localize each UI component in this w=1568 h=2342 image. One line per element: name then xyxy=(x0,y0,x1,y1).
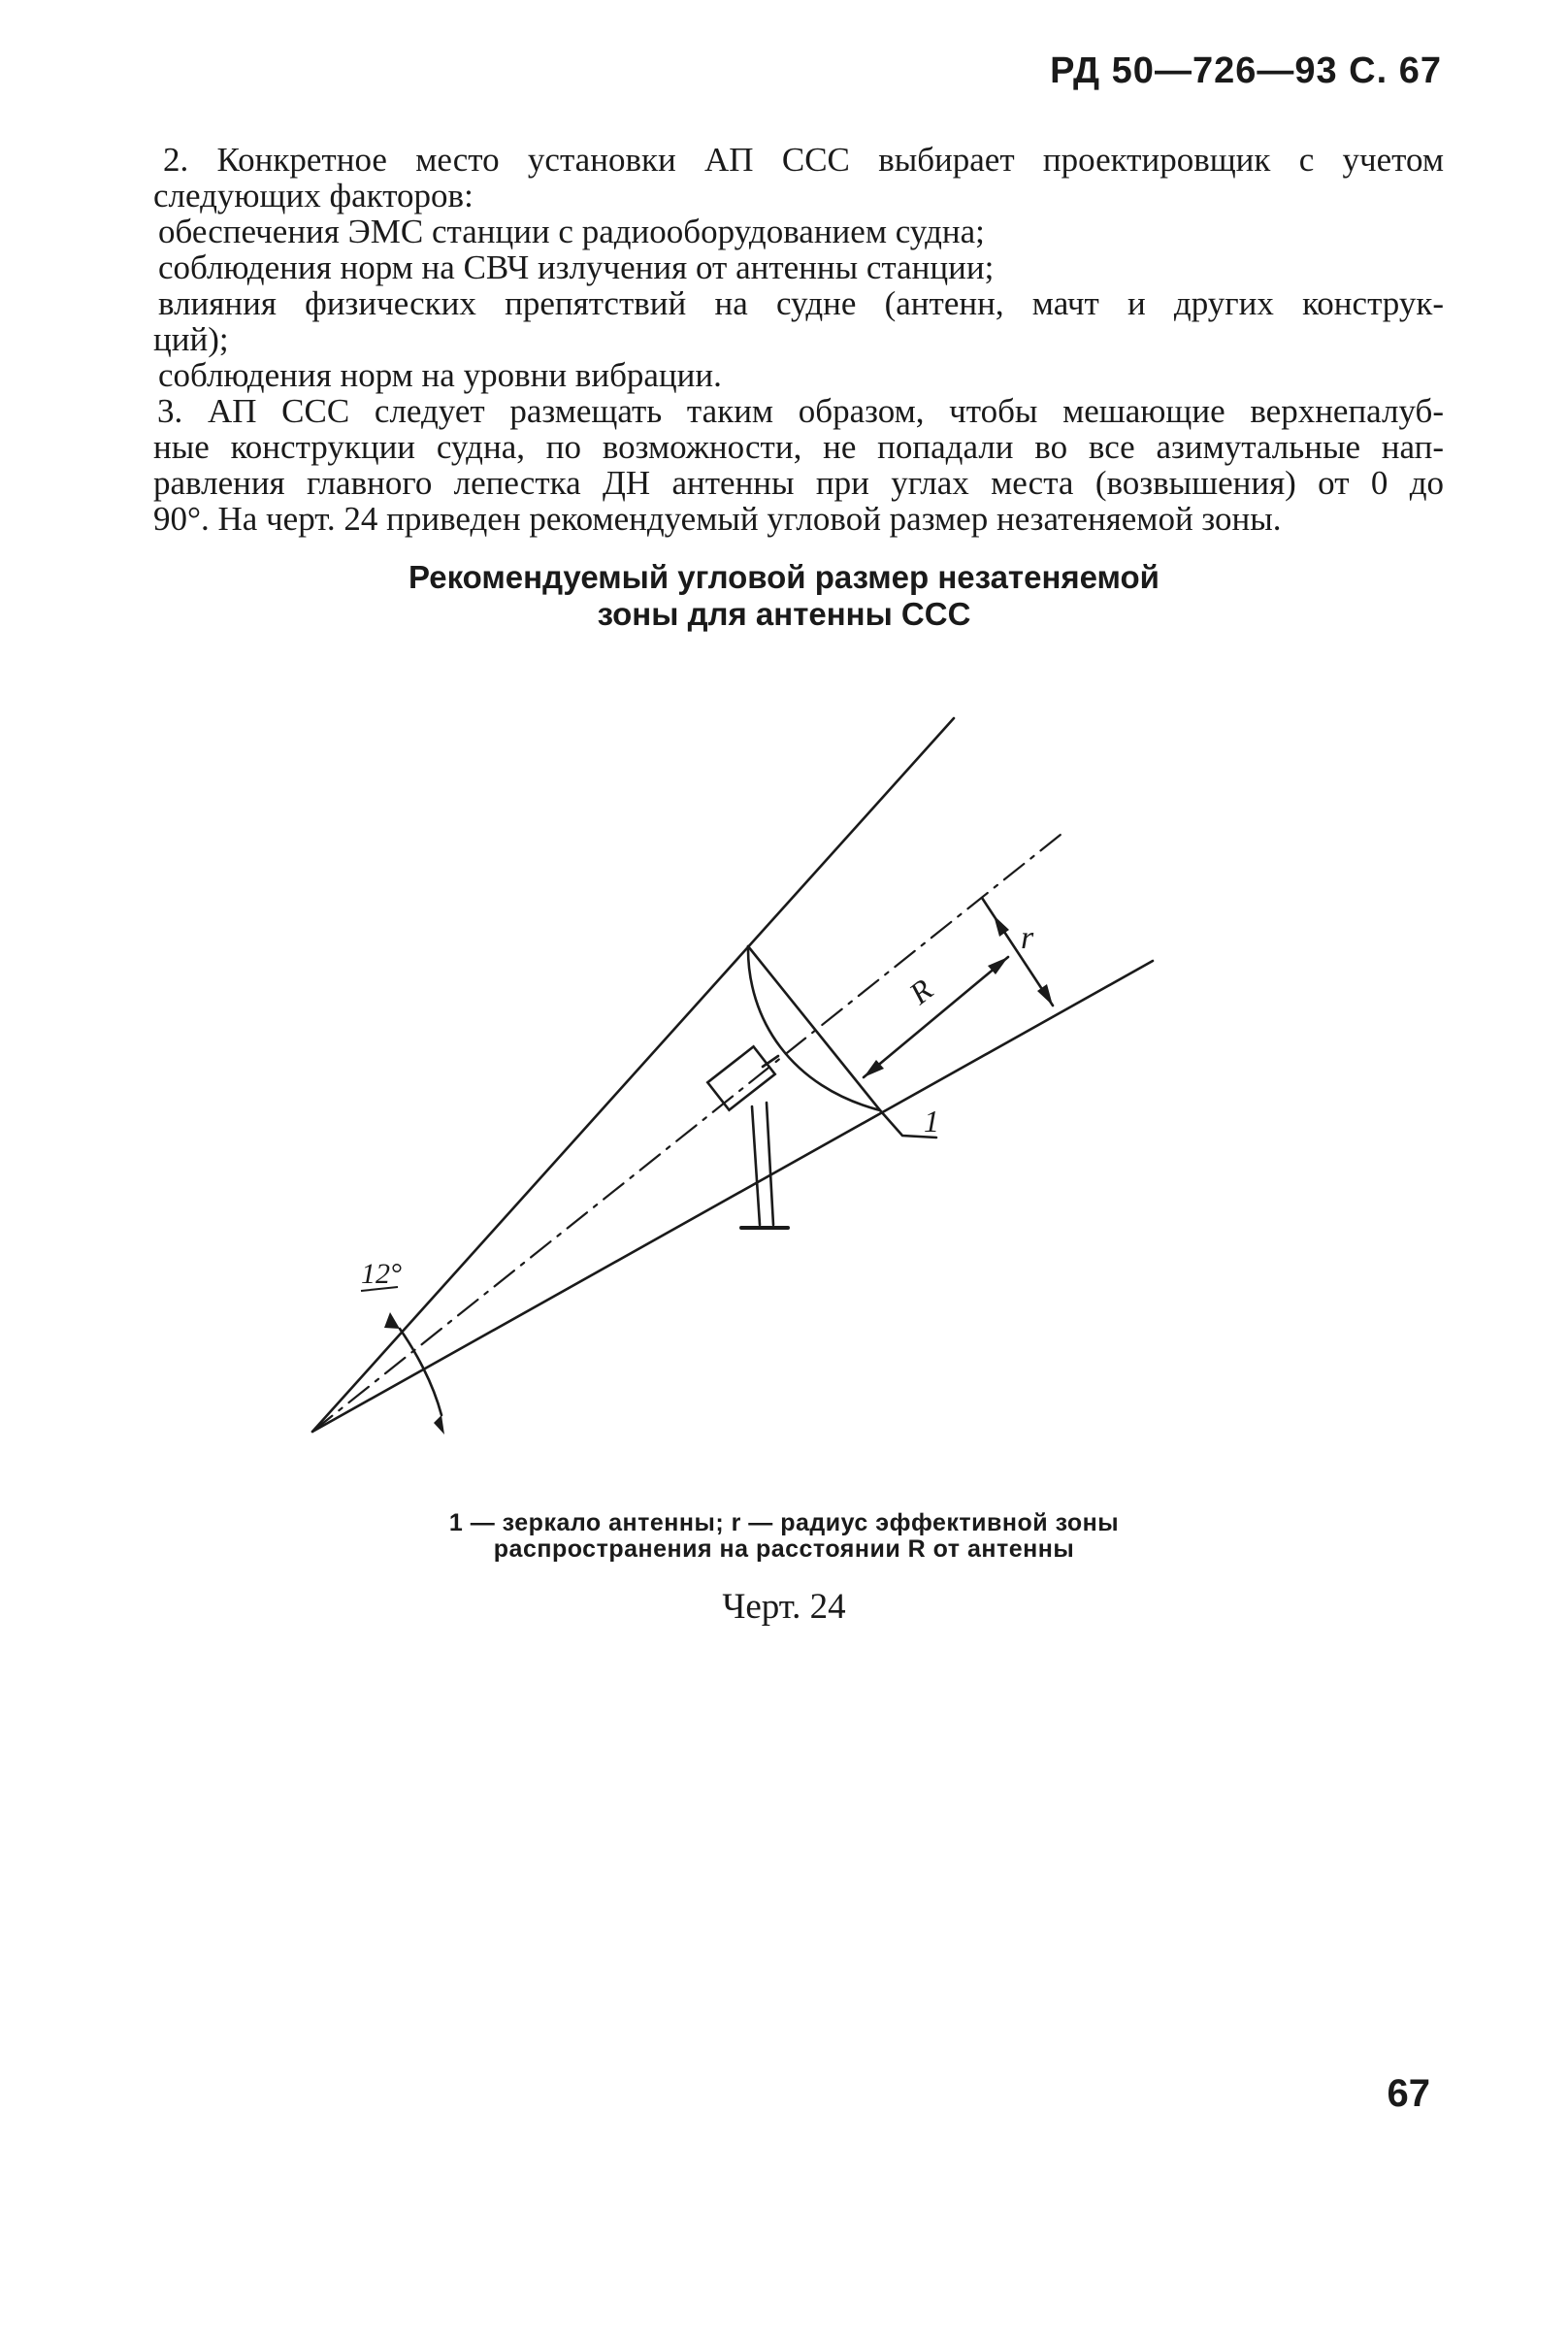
item-1-label: 1 xyxy=(924,1104,939,1138)
figure-title-line-1: Рекомендуемый угловой размер незатеняемой xyxy=(408,559,1160,595)
page-number: 67 xyxy=(1387,2072,1430,2115)
paragraph-2-line-2: следующих факторов: xyxy=(153,177,474,214)
paragraph-3-line-3: равления главного лепестка ДН антенны при углах места (возвышения) от 0 до xyxy=(153,464,1444,502)
paragraph-3-line-2: ные конструкции судна, по возможности, не попадали во все азимутальные нап- xyxy=(153,428,1444,466)
list-item-vibration: соблюдения норм на уровни вибрации. xyxy=(158,356,722,394)
running-header: РД 50—726—93 С. 67 xyxy=(1050,50,1442,91)
angle-arrow-end xyxy=(434,1415,444,1435)
caption-line-1: 1 — зеркало антенны; r — радиус эффективной зоны xyxy=(448,1509,1120,1536)
paragraph-2-line-1: 2. Конкретное место установки АП ССС выбирает проектировщик с учетом xyxy=(163,141,1444,179)
mount-post-right xyxy=(767,1103,773,1225)
beam-axis-line xyxy=(312,831,1065,1432)
paragraph-3-line-1: 3. АП ССС следует размещать таким образом, чтобы мешающие верхнепалуб- xyxy=(157,392,1444,430)
figure-caption xyxy=(0,1510,1568,1563)
list-item-obstacles-line-2: ций); xyxy=(153,320,229,358)
list-item-microwave: соблюдения норм на СВЧ излучения от антенны станции; xyxy=(158,248,995,286)
lower-boundary-line xyxy=(312,961,1153,1432)
r-label: r xyxy=(1021,920,1034,956)
list-item-emc: обеспечения ЭМС станции с радиооборудованием судна; xyxy=(158,213,985,250)
feed-box xyxy=(707,1046,774,1109)
angle-arrow-start xyxy=(384,1312,400,1329)
list-item-obstacles-line-1: влияния физических препятствий на судне (антенн, мачт и других конструк- xyxy=(158,284,1444,322)
figure-title-line-2: зоны для антенны ССС xyxy=(597,596,971,632)
upper-boundary-line xyxy=(312,718,954,1432)
mount-post-left xyxy=(752,1106,760,1225)
caption-line-2: распространения на расстоянии R от антенны xyxy=(493,1535,1075,1563)
R-label: R xyxy=(902,972,939,1011)
figure-number: Черт. 24 xyxy=(722,1587,846,1627)
angle-label: 12° xyxy=(361,1258,402,1290)
paragraph-3-line-4: 90°. На черт. 24 приведен рекомендуемый угловой размер незатеняемой зоны. xyxy=(153,500,1282,538)
